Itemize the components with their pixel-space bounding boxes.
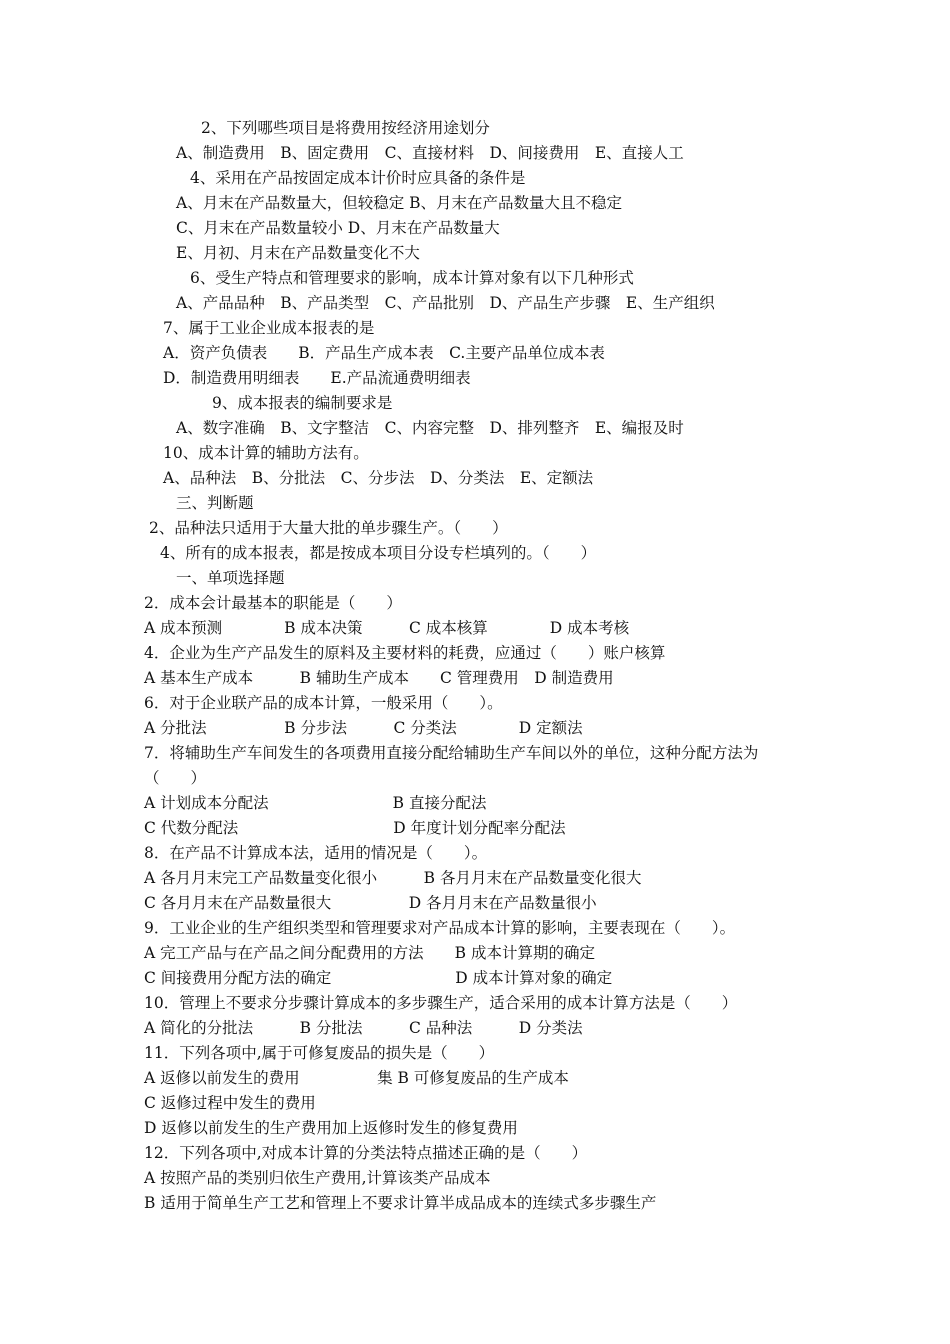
text-line: C 返修过程中发生的费用: [144, 1094, 316, 1112]
section-heading: 三、判断题: [176, 494, 254, 512]
text-line: A 分批法 B 分步法 C 分类法 D 定额法: [144, 719, 583, 737]
text-line: A 计划成本分配法 B 直接分配法: [144, 794, 487, 812]
text-line: A 各月月末完工产品数量变化很小 B 各月月末在产品数量变化很大: [144, 869, 642, 887]
text-line: D 返修以前发生的生产费用加上返修时发生的修复费用: [144, 1119, 518, 1137]
text-line: A 基本生产成本 B 辅助生产成本 C 管理费用 D 制造费用: [144, 669, 614, 687]
text-line: A、月末在产品数量大，但较稳定 B、月末在产品数量大且不稳定: [176, 194, 623, 212]
text-line: C 间接费用分配方法的确定 D 成本计算对象的确定: [144, 969, 613, 987]
text-line: A 返修以前发生的费用 集 B 可修复废品的生产成本: [144, 1069, 569, 1087]
text-line: A．资产负债表 B．产品生产成本表 C.主要产品单位成本表: [163, 344, 605, 362]
text-line: B 适用于简单生产工艺和管理上不要求计算半成品成本的连续式多步骤生产: [144, 1194, 657, 1212]
text-line: A、品种法 B、分批法 C、分步法 D、分类法 E、定额法: [163, 469, 594, 487]
text-line: 11．下列各项中,属于可修复废品的损失是（ ）: [144, 1044, 495, 1062]
text-line: 7、属于工业企业成本报表的是: [163, 319, 375, 337]
section-heading: 一、单项选择题: [176, 569, 285, 587]
text-line: 12．下列各项中,对成本计算的分类法特点描述正确的是（ ）: [144, 1144, 588, 1162]
text-line: 6、受生产特点和管理要求的影响，成本计算对象有以下几种形式: [190, 269, 634, 287]
text-line: C 各月月末在产品数量很大 D 各月月末在产品数量很小: [144, 894, 597, 912]
text-line: 4．企业为生产产品发生的原料及主要材料的耗费，应通过（ ）账户核算: [144, 644, 666, 662]
text-line: 2．成本会计最基本的职能是（ ）: [144, 594, 402, 612]
text-line: 8．在产品不计算成本法，适用的情况是（ ）。: [144, 844, 488, 862]
text-line: 7．将辅助生产车间发生的各项费用直接分配给辅助生产车间以外的单位，这种分配方法为: [144, 744, 759, 762]
text-line: A 成本预测 B 成本决策 C 成本核算 D 成本考核: [144, 619, 630, 637]
text-line: E、月初、月末在产品数量变化不大: [176, 244, 420, 262]
text-line: 2、品种法只适用于大量大批的单步骤生产。（ ）: [149, 519, 508, 537]
text-line: A 完工产品与在产品之间分配费用的方法 B 成本计算期的确定: [144, 944, 595, 962]
text-line: C 代数分配法 D 年度计划分配率分配法: [144, 819, 566, 837]
text-line: D．制造费用明细表 E.产品流通费明细表: [163, 369, 471, 387]
text-line: 9、成本报表的编制要求是: [212, 394, 393, 412]
text-line: （ ）: [144, 769, 207, 787]
text-line: A 按照产品的类别归依生产费用,计算该类产品成本: [144, 1169, 491, 1187]
text-line: 6．对于企业联产品的成本计算，一般采用（ ）。: [144, 694, 503, 712]
text-line: A、制造费用 B、固定费用 C、直接材料 D、间接费用 E、直接人工: [176, 144, 684, 162]
text-line: 10、成本计算的辅助方法有。: [163, 444, 369, 462]
text-line: 4、所有的成本报表，都是按成本项目分设专栏填列的。（ ）: [160, 544, 597, 562]
text-line: A、产品品种 B、产品类型 C、产品批别 D、产品生产步骤 E、生产组织: [176, 294, 715, 312]
text-line: C、月末在产品数量较小 D、月末在产品数量大: [176, 219, 500, 237]
text-line: 4、采用在产品按固定成本计价时应具备的条件是: [190, 169, 526, 187]
text-line: A 简化的分批法 B 分批法 C 品种法 D 分类法: [144, 1019, 583, 1037]
text-line: 2、下列哪些项目是将费用按经济用途划分: [201, 119, 490, 137]
text-line: A、数字准确 B、文字整洁 C、内容完整 D、排列整齐 E、编报及时: [176, 419, 684, 437]
text-line: 9．工业企业的生产组织类型和管理要求对产品成本计算的影响，主要表现在（ ）。: [144, 919, 736, 937]
text-line: 10．管理上不要求分步骤计算成本的多步骤生产，适合采用的成本计算方法是（ ）: [144, 994, 738, 1012]
